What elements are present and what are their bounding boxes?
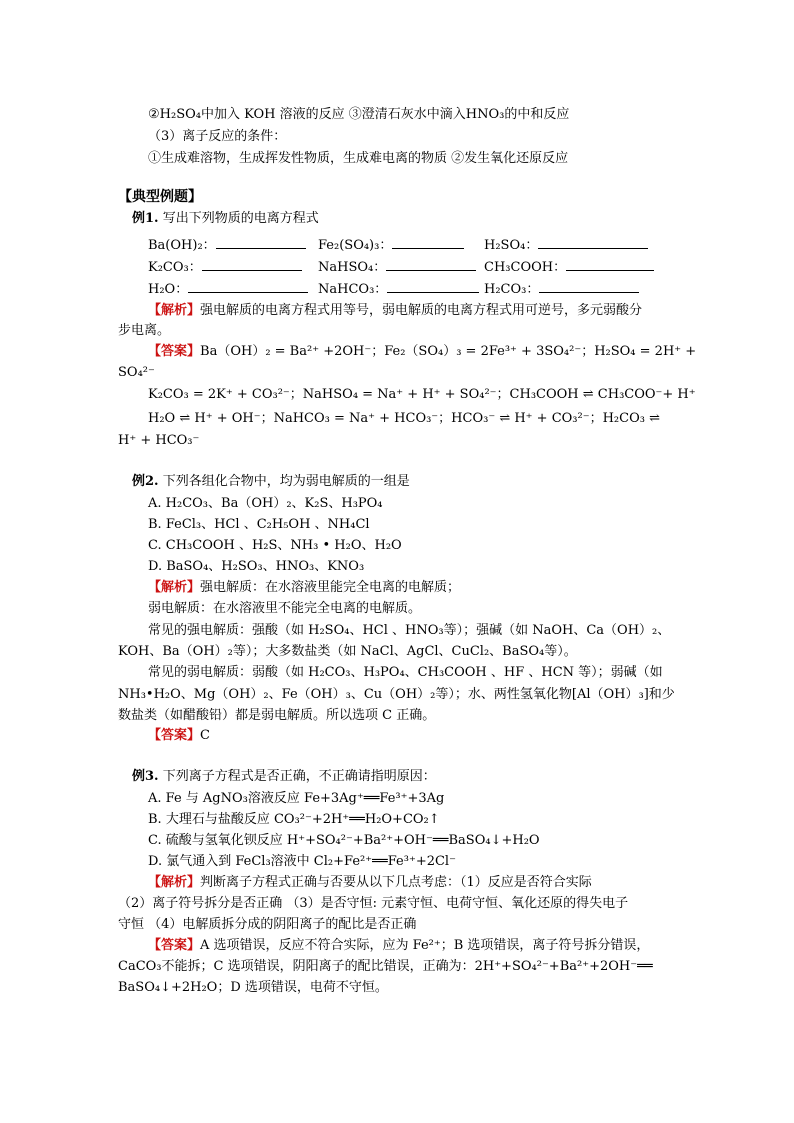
ex2-analysis-line-6: NH₃•H₂O、Mg（OH）₂、Fe（OH）₃、Cu（OH）₂等）；水、两性氢氧化物[Al（OH）₃]和少	[118, 687, 675, 702]
example-2-label: 例2.	[132, 474, 159, 489]
ex1-blank-8[interactable]	[387, 280, 479, 293]
ex3-answer-text-1: A 选项错误，反应不符合实际，应为 Fe²⁺；B 选项错误，离子符号拆分错误，	[200, 938, 650, 953]
example-1-question-text: 写出下列物质的电离方程式	[162, 211, 319, 226]
ex1-analysis-line-1	[148, 302, 642, 320]
intro-line-3: ①生成难溶物，生成挥发性物质，生成难电离的物质 ②发生氧化还原反应	[148, 151, 569, 166]
ex1-answer-line-1	[148, 343, 696, 361]
ex3-analysis-line-3: 守恒 （4）电解质拆分成的阴阳离子的配比是否正确	[118, 917, 417, 932]
ex3-option-a[interactable]: A. Fe 与 AgNO₃溶液反应 Fe+3Ag⁺══Fe³⁺+3Ag	[148, 791, 445, 806]
ex1-item-7-formula: H₂O：	[148, 282, 189, 297]
ex2-option-b[interactable]: B. FeCl₃、HCl 、C₂H₅OH 、NH₄Cl	[148, 517, 370, 532]
ex1-blank-2[interactable]	[392, 236, 464, 249]
ex3-option-b[interactable]: B. 大理石与盐酸反应 CO₃²⁻+2H⁺══H₂O+CO₂↑	[148, 812, 440, 827]
ex1-item-5-formula: NaHSO₄：	[318, 260, 387, 275]
ex1-answer-text-1: Ba（OH）₂ = Ba²⁺ +2OH⁻；Fe₂（SO₄）₃ = 2Fe³⁺ + 3SO₄²⁻；H₂SO₄ = 2H⁺ +	[200, 344, 697, 359]
ex1-item-8-formula: NaHCO₃：	[318, 282, 388, 297]
ex3-analysis-line-2: （2）离子符号拆分是否正确 （3）是否守恒: 元素守恒、电荷守恒、氧化还原的得失电子	[118, 896, 629, 911]
ex1-blank-6[interactable]	[566, 258, 654, 271]
example-2-question-text: 下列各组化合物中，均为弱电解质的一组是	[162, 474, 410, 489]
ex1-answer-line-5: H⁺ + HCO₃⁻	[118, 433, 200, 448]
ex1-item-6-formula: CH₃COOH：	[484, 260, 567, 275]
ex1-answer-tag: 【答案】	[148, 344, 201, 359]
ex3-analysis-text-1: 判断离子方程式正确与否要从以下几点考虑：（1）反应是否符合实际	[200, 875, 592, 890]
ex1-item-1-formula: Ba(OH)₂：	[148, 238, 216, 253]
ex1-item-9	[484, 280, 639, 299]
section-heading: 【典型例题】	[118, 189, 202, 205]
example-3-question	[132, 768, 436, 786]
ex2-analysis-line-1	[148, 579, 460, 597]
ex2-analysis-line-2: 弱电解质：在水溶液里不能完全电离的电解质。	[148, 601, 422, 616]
ex3-answer-line-1	[148, 937, 649, 955]
ex2-option-a[interactable]: A. H₂CO₃、Ba（OH）₂、K₂S、H₃PO₄	[148, 496, 383, 511]
ex1-item-8	[318, 280, 479, 299]
ex2-option-c[interactable]: C. CH₃COOH 、H₂S、NH₃ • H₂O、H₂O	[148, 538, 402, 553]
ex1-analysis-tag: 【解析】	[148, 303, 201, 318]
ex2-analysis-line-5: 常见的弱电解质：弱酸（如 H₂CO₃、H₃PO₄、CH₃COOH 、HF 、HCN 等）；弱碱（如	[148, 665, 663, 680]
ex2-answer-line	[148, 727, 210, 745]
ex1-item-7	[148, 280, 308, 299]
ex1-answer-line-4: H₂O ⇌ H⁺ + OH⁻；NaHCO₃ = Na⁺ + HCO₃⁻；HCO₃⁻ ⇌ H⁺ + CO₃²⁻；H₂CO₃ ⇌	[148, 411, 660, 426]
example-1-label: 例1.	[132, 211, 159, 226]
ex2-analysis-line-7: 数盐类（如醋酸铅）都是弱电解质。所以选项 C 正确。	[118, 708, 436, 723]
ex1-blank-5[interactable]	[386, 258, 476, 271]
ex3-option-c[interactable]: C. 硫酸与氢氧化钡反应 H⁺+SO₄²⁻+Ba²⁺+OH⁻══BaSO₄↓+H₂O	[148, 833, 540, 848]
ex1-answer-line-2: SO₄²⁻	[118, 365, 155, 380]
ex1-item-3	[484, 236, 648, 255]
ex1-item-1	[148, 236, 306, 255]
ex2-analysis-line-4: KOH、Ba（OH）₂等）；大多数盐类（如 NaCl、AgCl、CuCl₂、BaSO₄等）。	[118, 644, 577, 659]
ex1-analysis-text-1: 强电解质的电离方程式用等号，弱电解质的电离方程式用可逆号，多元弱酸分	[200, 303, 643, 318]
example-3-label: 例3.	[132, 769, 159, 784]
ex2-option-d[interactable]: D. BaSO₄、H₂SO₃、HNO₃、KNO₃	[148, 559, 365, 574]
ex2-answer-tag: 【答案】	[148, 728, 201, 743]
ex3-analysis-line-1	[148, 874, 592, 892]
ex2-analysis-line-3: 常见的强电解质：强酸（如 H₂SO₄、HCl 、HNO₃等）；强碱（如 NaOH、Ca（OH）₂、	[148, 623, 671, 638]
ex1-item-4	[148, 258, 302, 277]
ex3-option-d[interactable]: D. 氯气通入到 FeCl₃溶液中 Cl₂+Fe²⁺══Fe³⁺+2Cl⁻	[148, 854, 456, 869]
ex1-item-3-formula: H₂SO₄：	[484, 238, 539, 253]
example-1-question	[132, 210, 319, 228]
ex1-item-9-formula: H₂CO₃：	[484, 282, 540, 297]
ex1-analysis-line-2: 步电离。	[118, 323, 171, 338]
ex1-blank-3[interactable]	[538, 236, 648, 249]
ex1-answer-line-3: K₂CO₃ = 2K⁺ + CO₃²⁻；NaHSO₄ = Na⁺ + H⁺ + SO₄²⁻；CH₃COOH ⇌ CH₃COO⁻+ H⁺	[148, 387, 696, 402]
intro-line-2: （3）离子反应的条件：	[148, 129, 287, 144]
example-3-question-text: 下列离子方程式是否正确，不正确请指明原因：	[162, 769, 436, 784]
ex3-answer-line-3: BaSO₄↓+2H₂O；D 选项错误，电荷不守恒。	[118, 980, 388, 995]
ex1-blank-9[interactable]	[539, 280, 639, 293]
ex1-blank-4[interactable]	[202, 258, 302, 271]
ex3-answer-line-2: CaCO₃不能拆；C 选项错误，阴阳离子的配比错误，正确为：2H⁺+SO₄²⁻+Ba²⁺+2OH⁻══	[118, 959, 653, 974]
ex2-answer-text: C	[200, 728, 210, 743]
intro-line-1: ②H₂SO₄中加入 KOH 溶液的反应 ③澄清石灰水中滴入HNO₃的中和反应	[148, 107, 570, 122]
ex1-item-6	[484, 258, 654, 277]
ex3-analysis-tag: 【解析】	[148, 875, 201, 890]
example-2-question	[132, 473, 410, 491]
ex1-item-5	[318, 258, 476, 277]
ex3-answer-tag: 【答案】	[148, 938, 201, 953]
ex2-analysis-text-1: 强电解质：在水溶液里能完全电离的电解质；	[200, 580, 461, 595]
ex1-item-2	[318, 236, 464, 255]
ex1-item-2-formula: Fe₂(SO₄)₃：	[318, 238, 393, 253]
ex1-blank-7[interactable]	[188, 280, 308, 293]
ex1-item-4-formula: K₂CO₃：	[148, 260, 202, 275]
ex2-analysis-tag: 【解析】	[148, 580, 201, 595]
ex1-blank-1[interactable]	[216, 236, 306, 249]
